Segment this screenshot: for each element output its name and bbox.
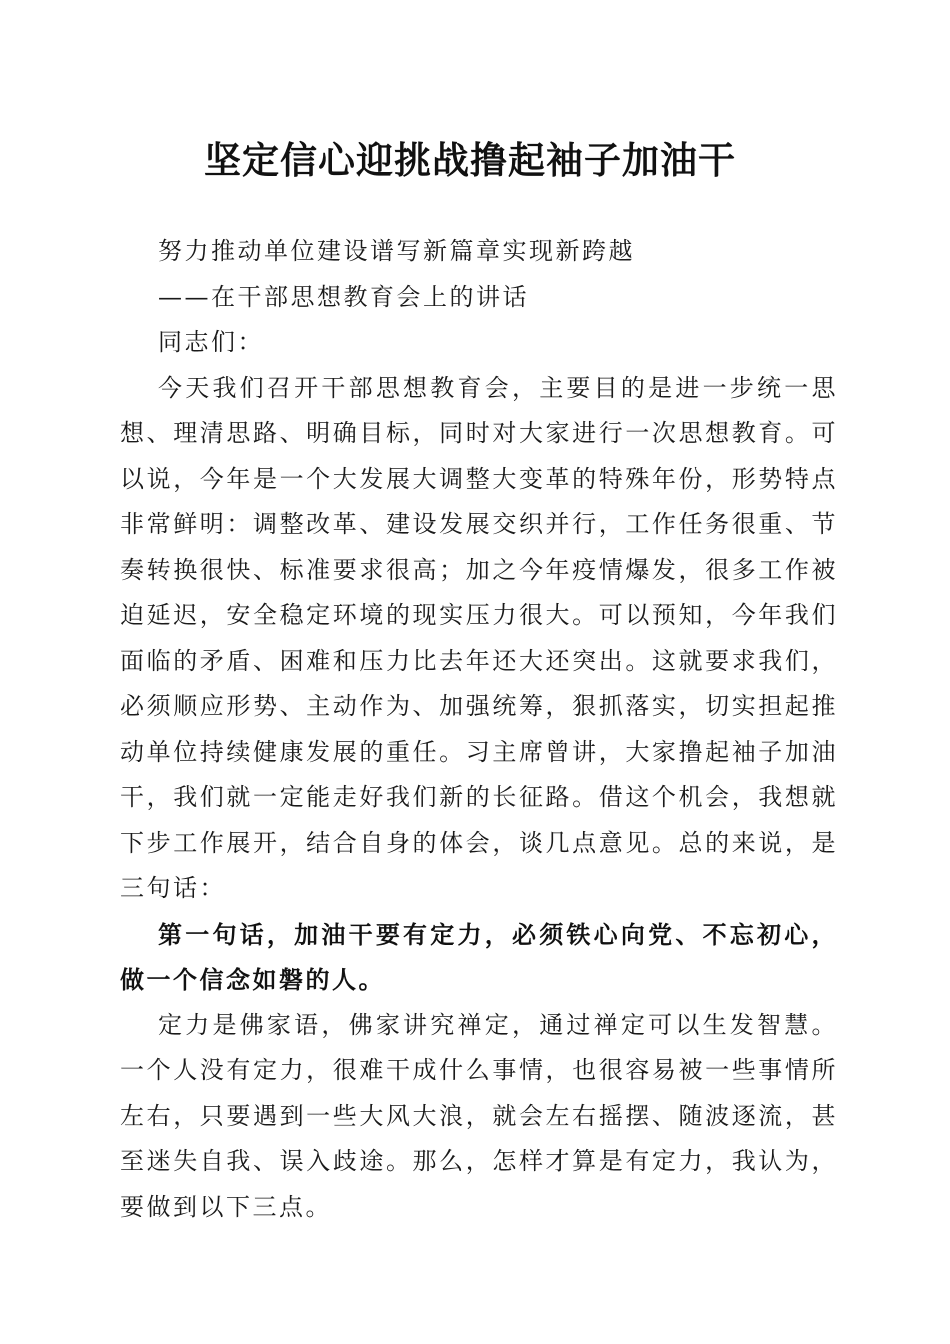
section-heading-first: 第一句话，加油干要有定力，必须铁心向党、不忘初心，做一个信念如磐的人。 xyxy=(120,919,838,994)
body-paragraph-intro: 今天我们召开干部思想教育会，主要目的是进一步统一思想、理清思路、明确目标，同时对大家进行一次思想教育。可以说，今年是一个大发展大调整大变革的特殊年份，形势特点非常鲜明：调整改革、建设发展交织并行，工作任务很重、节奏转换很快、标准要求很高；加之今年疫情爆发，很多工作被迫延迟，安全稳定环境的现实压力很大。可以预知，今年我们面临的矛盾、困难和压力比去年还大还突出。这就要求我们，必须顺应形势、主动作为、加强统筹，狠抓落实，切实担起推动单位持续健康发展的重任。习主席曾讲，大家撸起袖子加油干，我们就一定能走好我们新的长征路。借这个机会，我想就下步工作展开，结合自身的体会，谈几点意见。总的来说，是三句话： xyxy=(120,373,838,902)
document-title: 坚定信心迎挑战撸起袖子加油干 xyxy=(204,138,736,182)
speech-occasion: ——在干部思想教育会上的讲话 xyxy=(158,282,529,311)
subtitle: 努力推动单位建设谱写新篇章实现新跨越 xyxy=(158,237,635,265)
salutation: 同志们： xyxy=(158,328,264,356)
document-body xyxy=(120,229,838,1230)
body-paragraph-dingli: 定力是佛家语，佛家讲究禅定，通过禅定可以生发智慧。一个人没有定力，很难干成什么事情，也很容易被一些事情所左右，只要遇到一些大风大浪，就会左右摇摆、随波逐流，甚至迷失自我、误入歧途。那么，怎样才算是有定力，我认为，要做到以下三点。 xyxy=(120,1010,838,1221)
